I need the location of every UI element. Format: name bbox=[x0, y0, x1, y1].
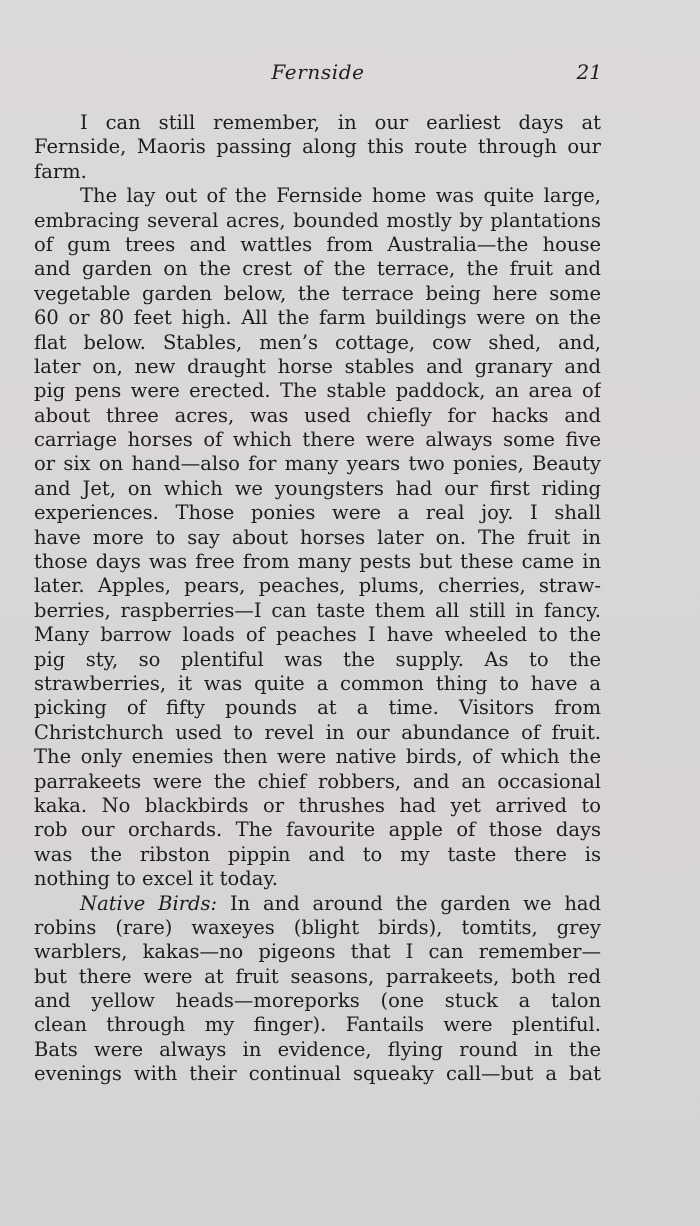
text-line: nothing to excel it today. bbox=[34, 867, 278, 891]
text-line: carriage horses of which there were always some five bbox=[34, 428, 601, 452]
text-line: of gum trees and wattles from Australia—the house bbox=[34, 232, 601, 256]
text-line: I can still remember, in our earliest days at bbox=[80, 111, 601, 134]
paragraph bbox=[34, 111, 601, 184]
text-line: but there were at fruit seasons, parrakeets, both red bbox=[34, 964, 601, 988]
text-line: those days was free from many pests but these came in bbox=[34, 550, 601, 574]
text-line: experiences. Those ponies were a real joy. I shall bbox=[34, 501, 601, 525]
paragraph bbox=[34, 892, 601, 1087]
text-line bbox=[34, 892, 601, 916]
section-lead-in: Native Birds: bbox=[80, 891, 218, 915]
page-number: 21 bbox=[576, 60, 602, 84]
text-line: strawberries, it was quite a common thing to have a bbox=[34, 671, 601, 695]
text-line: rob our orchards. The favourite apple of those days bbox=[34, 818, 601, 842]
text-line: or six on hand—also for many years two ponies, Beauty bbox=[34, 452, 601, 476]
text-line: pig pens were erected. The stable paddock, an area of bbox=[34, 379, 601, 403]
text-line: kaka. No blackbirds or thrushes had yet arrived to bbox=[34, 793, 601, 817]
text-line: robins (rare) waxeyes (blight birds), tomtits, grey bbox=[34, 915, 601, 939]
text-line: and yellow heads—moreporks (one stuck a talon bbox=[34, 989, 601, 1013]
text-line: was the ribston pippin and to my taste there is bbox=[34, 842, 601, 866]
text-line: 60 or 80 feet high. All the farm buildings were on the bbox=[34, 306, 601, 330]
text-line: have more to say about horses later on. The fruit in bbox=[34, 525, 601, 549]
paragraph bbox=[34, 184, 601, 891]
text-line: vegetable garden below, the terrace being here some bbox=[34, 281, 601, 305]
text-line: pig sty, so plentiful was the supply. As to the bbox=[34, 647, 601, 671]
text-line: farm. bbox=[34, 159, 87, 183]
text-line: Bats were always in evidence, flying round in the bbox=[34, 1037, 601, 1061]
text-line: and Jet, on which we youngsters had our first riding bbox=[34, 476, 601, 500]
text-line: Many barrow loads of peaches I have wheeled to the bbox=[34, 623, 601, 647]
text-line: clean through my finger). Fantails were plentiful. bbox=[34, 1013, 601, 1037]
body-text bbox=[34, 111, 601, 1087]
text-line: and garden on the crest of the terrace, the fruit and bbox=[34, 257, 601, 281]
text-line: parrakeets were the chief robbers, and an occasional bbox=[34, 769, 601, 793]
page-header bbox=[34, 60, 602, 90]
text-line: evenings with their continual squeaky call—but a bat bbox=[34, 1062, 601, 1086]
text-line: warblers, kakas—no pigeons that I can remember— bbox=[34, 940, 601, 964]
text-line: later on, new draught horse stables and granary and bbox=[34, 354, 601, 378]
text-line: The lay out of the Fernside home was quite large, bbox=[80, 184, 601, 208]
text-line: berries, raspberries—I can taste them all still in fancy. bbox=[34, 598, 601, 622]
text-line: The only enemies then were native birds, of which the bbox=[34, 745, 601, 769]
text-line: embracing several acres, bounded mostly by plantations bbox=[34, 208, 601, 232]
text-line: later. Apples, pears, peaches, plums, cherries, straw- bbox=[34, 574, 601, 598]
text-line: Christchurch used to revel in our abundance of fruit. bbox=[34, 720, 601, 744]
text-line: picking of fifty pounds at a time. Visitors from bbox=[34, 696, 601, 720]
running-title: Fernside bbox=[271, 60, 365, 84]
text-line: about three acres, was used chiefly for hacks and bbox=[34, 403, 601, 427]
text-run: In and around the garden we had bbox=[217, 891, 601, 915]
text-line: flat below. Stables, men’s cottage, cow shed, and, bbox=[34, 330, 601, 354]
text-line: Fernside, Maoris passing along this route through our bbox=[34, 135, 601, 159]
